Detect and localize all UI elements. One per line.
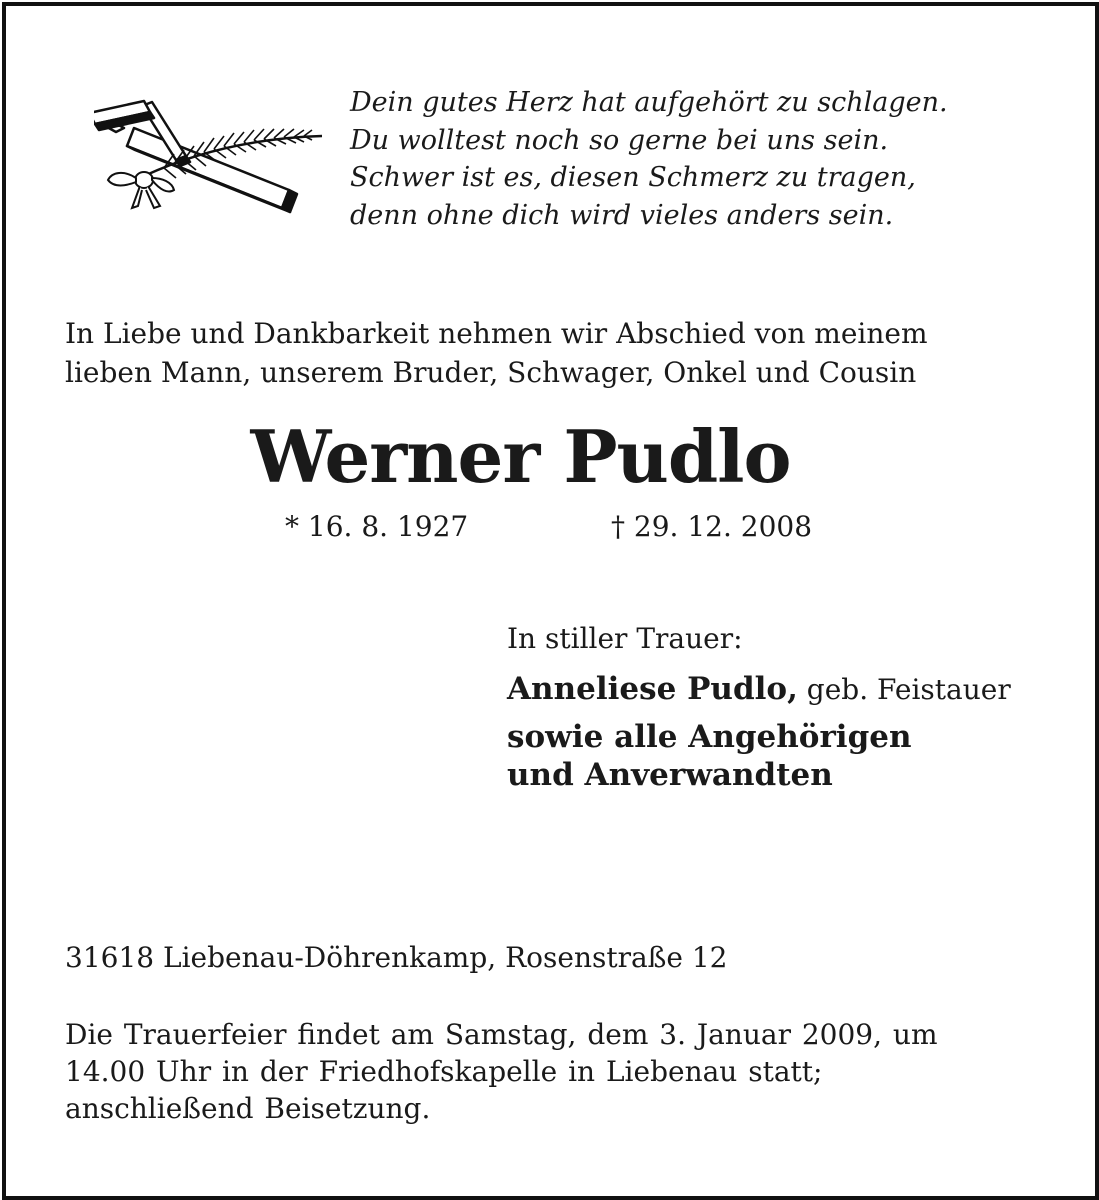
poem-line: Schwer ist es, diesen Schmerz zu tragen, xyxy=(350,162,916,193)
widow-maiden-name: geb. Feistauer xyxy=(806,673,1011,706)
address: 31618 Liebenau-Döhrenkamp, Rosenstraße 12 xyxy=(65,941,728,974)
intro-line: In Liebe und Dankbarkeit nehmen wir Abschied von meinem xyxy=(65,317,928,350)
cross-palm-icon xyxy=(94,98,334,228)
relatives-line: sowie alle Angehörigen xyxy=(507,719,912,755)
obituary-frame xyxy=(2,2,1099,1200)
poem-line: Du wolltest noch so gerne bei uns sein. xyxy=(350,124,889,156)
widow-name: Anneliese Pudlo, xyxy=(507,671,798,707)
death-date: † 29. 12. 2008 xyxy=(611,510,813,543)
mourning-label: In stiller Trauer: xyxy=(507,622,743,655)
relatives-line: und Anverwandten xyxy=(507,757,833,793)
intro-line: lieben Mann, unserem Bruder, Schwager, Onkel und Cousin xyxy=(65,356,917,389)
deceased-name: Werner Pudlo xyxy=(250,414,791,499)
farewell-intro xyxy=(65,314,928,392)
service-line: Die Trauerfeier findet am Samstag, dem 3. Januar 2009, um xyxy=(65,1018,938,1051)
birth-date: * 16. 8. 1927 xyxy=(285,510,469,543)
poem xyxy=(350,84,948,234)
poem-line: denn ohne dich wird vieles anders sein. xyxy=(350,199,894,231)
poem-line: Dein gutes Herz hat aufgehört zu schlagen. xyxy=(350,87,948,118)
funeral-service-info xyxy=(65,1016,938,1127)
service-line: anschließend Beisetzung. xyxy=(65,1092,431,1125)
relatives xyxy=(507,718,912,794)
cross-with-palm-frond-icon xyxy=(94,98,334,228)
service-line: 14.00 Uhr in der Friedhofskapelle in Liebenau statt; xyxy=(65,1055,823,1088)
widow xyxy=(507,669,1011,710)
